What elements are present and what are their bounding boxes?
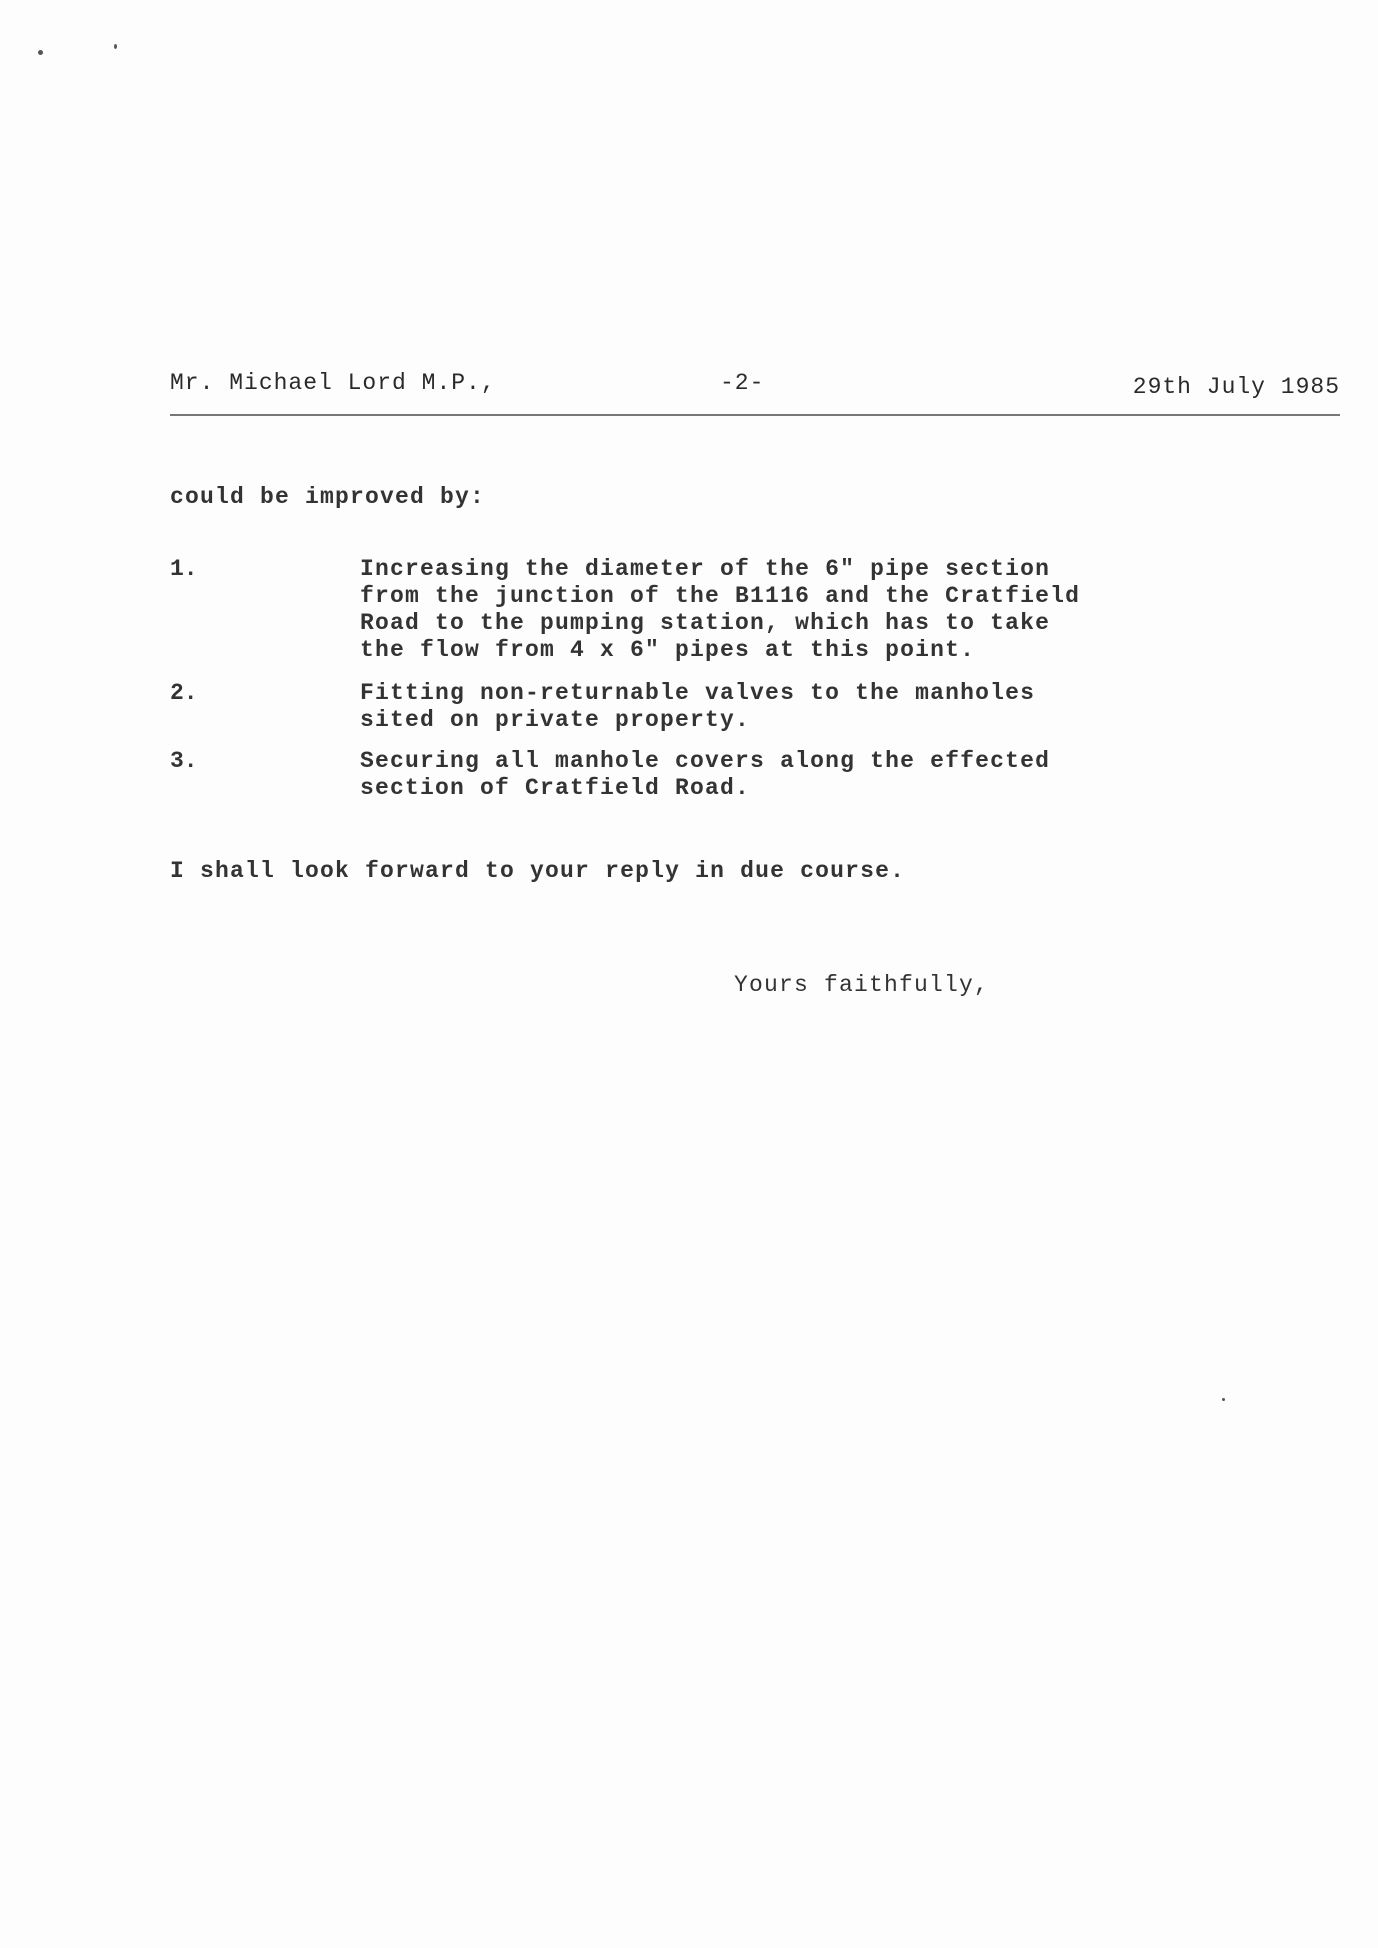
list-item-line: Road to the pumping station, which has to take	[360, 610, 1051, 636]
list-item-number: 2.	[170, 680, 198, 706]
list-item-text	[360, 680, 1340, 734]
list-item-text	[360, 748, 1340, 802]
list-item-line: Increasing the diameter of the 6" pipe section	[360, 556, 1051, 582]
scan-speck	[38, 50, 43, 55]
list-item-number: 3.	[170, 748, 198, 774]
header-divider	[170, 414, 1340, 416]
scan-speck	[114, 44, 117, 49]
closing-sentence: I shall look forward to your reply in due course.	[170, 858, 906, 884]
page-number: -2-	[720, 370, 765, 396]
list-item-line: Securing all manhole covers along the effected	[360, 748, 1051, 774]
intro-text: could be improved by:	[170, 484, 486, 510]
list-item-number: 1.	[170, 556, 198, 582]
letter-date: 29th July 1985	[1132, 374, 1340, 400]
letter-header	[170, 370, 1340, 400]
list-item-line: the flow from 4 x 6" pipes at this point.	[360, 637, 976, 663]
scan-speck	[1222, 1398, 1225, 1401]
list-item-text	[360, 556, 1340, 664]
list-item-line: from the junction of the B1116 and the Cratfield	[360, 583, 1081, 609]
signoff: Yours faithfully,	[734, 972, 990, 998]
list-item-line: section of Cratfield Road.	[360, 775, 751, 801]
list-item-line: Fitting non-returnable valves to the manholes	[360, 680, 1036, 706]
recipient-name: Mr. Michael Lord M.P.,	[170, 370, 496, 396]
list-item-line: sited on private property.	[360, 707, 751, 733]
